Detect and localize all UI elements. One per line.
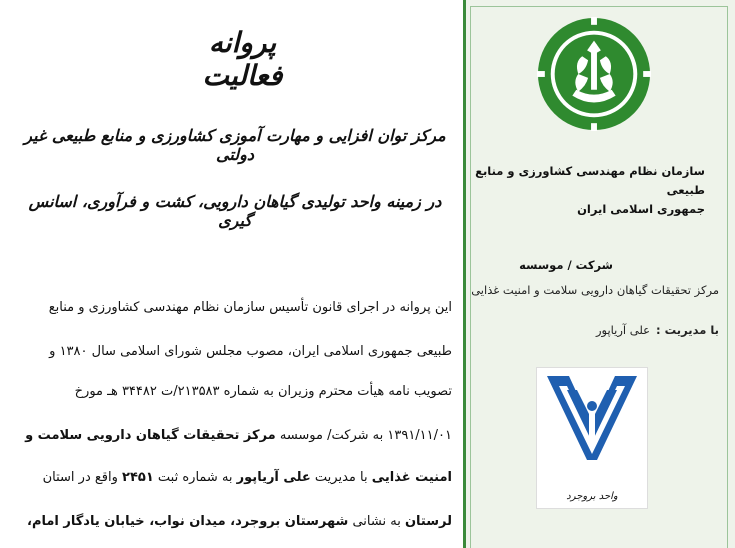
manager-label: با مدیریت : <box>656 323 719 337</box>
body-text: به نشانی <box>348 514 405 529</box>
address-bold: شهرستان بروجرد، میدان نواب، خیابان یادگار امام، <box>27 514 349 529</box>
university-emblem-icon <box>537 368 647 486</box>
organization-line-1: سازمان نظام مهندسی کشاورزی و منابع طبیعی <box>475 164 705 197</box>
body-text: واقع در استان <box>42 470 123 485</box>
body-text: ۱۳۹۱/۱۱/۰۱ به شرکت/ موسسه <box>275 428 452 443</box>
body-text: با مدیریت <box>310 470 372 485</box>
registration-number: ۲۴۵۱ <box>122 470 154 485</box>
body-line-6 <box>16 514 452 529</box>
document-subtitle-1: مرکز توان افزایی و مهارت آموزی کشاورزی و منابع طبیعی غیر دولتی <box>24 126 446 164</box>
document-subtitle-2: در زمینه واحد تولیدی گیاهان دارویی، کشت و فرآوری، اسانس گیری <box>28 192 442 230</box>
body-line-3 <box>16 384 452 399</box>
province-name: لرستان <box>404 514 452 529</box>
body-text: تصویب نامه هیأت محترم وزیران به شماره ۲۱۳۵۸۳/ت ۳۴۴۸۲ هـ مورخ <box>74 384 452 399</box>
body-line-5 <box>16 470 452 485</box>
document-title: پروانه فعالیت <box>202 26 283 92</box>
body-text: این پروانه در اجرای قانون تأسیس سازمان نظام مهندسی کشاورزی و منابع <box>48 300 452 315</box>
company-name-bold: مرکز تحقیقات گیاهان دارویی سلامت و <box>25 428 276 443</box>
organization-line-2: جمهوری اسلامی ایران <box>577 202 705 216</box>
agriculture-organization-logo <box>535 15 653 133</box>
body-line-4 <box>16 428 452 443</box>
manager-name-bold: علی آریاپور <box>236 470 311 485</box>
body-text: طبیعی جمهوری اسلامی ایران، مصوب مجلس شورای اسلامی سال ۱۳۸۰ و <box>49 344 452 359</box>
azad-university-logo <box>536 367 648 509</box>
body-line-1 <box>16 300 452 315</box>
body-bold: امنیت غذایی <box>371 470 452 485</box>
company-label: شرکت / موسسه <box>519 258 613 272</box>
company-name: مرکز تحقیقات گیاهان دارویی سلامت و امنیت غذایی <box>471 283 719 297</box>
body-line-2 <box>16 344 452 359</box>
unit-caption: واحد بروجرد <box>566 491 618 502</box>
manager-name: علی آریاپور <box>595 323 651 337</box>
organization-name <box>475 162 705 219</box>
body-text: به شماره ثبت <box>153 470 237 485</box>
manager-line <box>596 323 719 337</box>
